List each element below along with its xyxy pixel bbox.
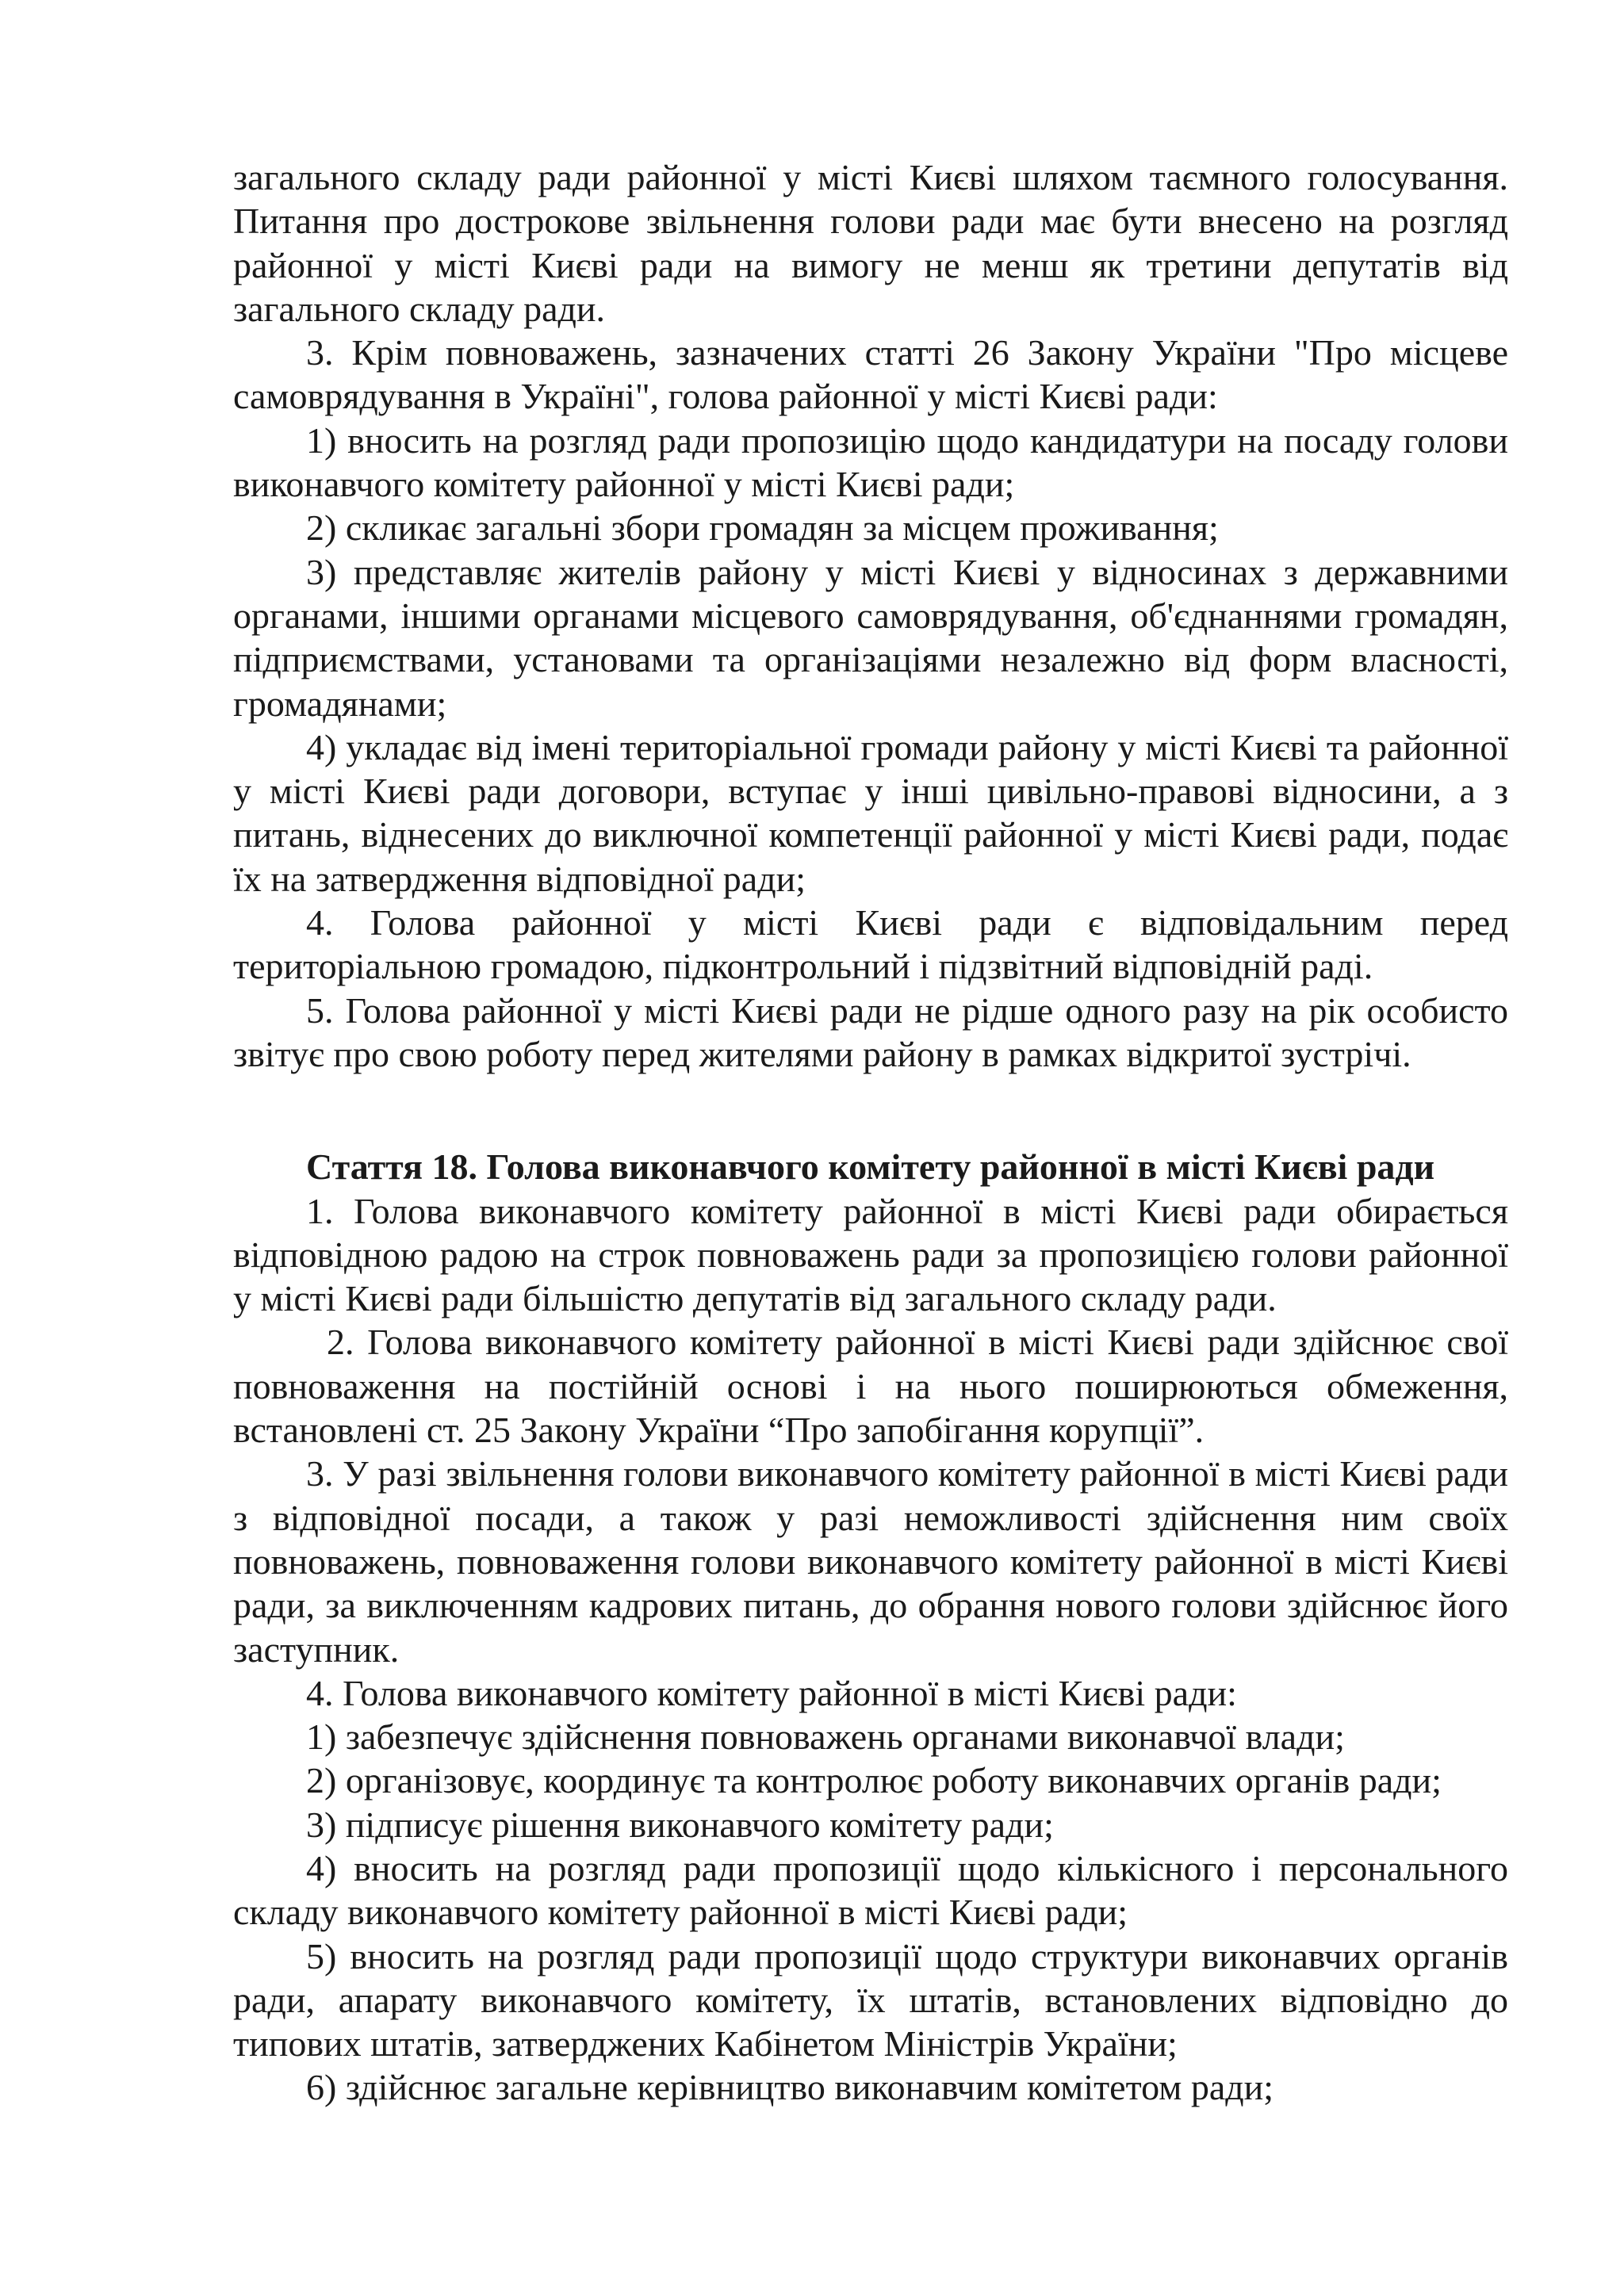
article18-clause4-item-4: 4) вносить на розгляд ради пропозиції щодо кількісного і персонального складу виконавчого комітету районної в місті Києві ради; <box>233 1847 1508 1933</box>
article18-clause4-item-6: 6) здійснює загальне керівництво виконавчим комітетом ради; <box>306 2067 1274 2108</box>
article18-clause1: 1. Голова виконавчого комітету районної в місті Києві ради обирається відповідною радою на строк повноважень ради за пропозицією голови районної у місті Києві ради більшістю депутатів від загального складу ради. <box>233 1190 1508 1319</box>
article17-clause3-item-1: 1) вносить на розгляд ради пропозицію щодо кандидатури на посаду голови виконавчого комітету районної у місті Києві ради; <box>233 419 1508 505</box>
opening-fragment-paragraph: загального складу ради районної у місті Києві шляхом таємного голосування. Питання про дострокове звільнення голови ради має бути внесено на розгляд районної у місті Києві ради на вимогу не менш як третини депутатів від загального складу ради. <box>233 157 1508 329</box>
article18-heading: Стаття 18. Голова виконавчого комітету районної в місті Києві ради <box>306 1146 1435 1188</box>
document-body <box>233 155 1508 2110</box>
article17-clause3-item-2: 2) скликає загальні збори громадян за місцем проживання; <box>306 507 1219 549</box>
article18-clause4-item-2: 2) організовує, координує та контролює роботу виконавчих органів ради; <box>306 1760 1442 1801</box>
article17-clause5: 5. Голова районної у місті Києві ради не рідше одного разу на рік особисто звітує про свою роботу перед жителями району в рамках відкритої зустрічі. <box>233 989 1508 1074</box>
article18-clause2: 2. Голова виконавчого комітету районної в місті Києві ради здійснює свої повноваження на постійній основі і на нього поширюються обмеження, встановлені ст. 25 Закону України “Про запобігання корупції”. <box>233 1322 1508 1451</box>
article17-clause3-intro: 3. Крім повноважень, зазначених статті 26 Закону України "Про місцеве самоврядування в Україні", голова районної у місті Києві ради: <box>233 332 1508 417</box>
article17-clause3-item-4: 4) укладає від імені територіальної громади району у місті Києві та районної у місті Києві ради договори, вступає у інші цивільно-правові відносини, а з питань, віднесених до виключної компетенції районної у місті Києві ради, подає їх на затвердження відповідної ради; <box>233 726 1508 899</box>
article18-clause4-item-1: 1) забезпечує здійснення повноважень органами виконавчої влади; <box>306 1716 1345 1758</box>
article18-clause4-item-3: 3) підписує рішення виконавчого комітету ради; <box>306 1804 1054 1845</box>
article18-clause4-intro: 4. Голова виконавчого комітету районної в місті Києві ради: <box>306 1672 1237 1713</box>
article17-clause3-item-3: 3) представляє жителів району у місті Києві у відносинах з державними органами, іншими органами місцевого самоврядування, об'єднаннями громадян, підприємствами, установами та організаціями незалежно від форм власності, громадянами; <box>233 551 1508 724</box>
article18-clause4-item-5: 5) вносить на розгляд ради пропозиції щодо структури виконавчих органів ради, апарату виконавчого комітету, їх штатів, встановлених відповідно до типових штатів, затверджених Кабінетом Міністрів України; <box>233 1935 1508 2064</box>
article18-clause3: 3. У разі звільнення голови виконавчого комітету районної в місті Києві ради з відповідної посади, а також у разі неможливості здійснення ним своїх повноважень, повноваження голови виконавчого комітету районної в місті Києві ради, за виключенням кадрових питань, до обрання нового голови здійснює його заступник. <box>233 1453 1508 1670</box>
article17-clause4: 4. Голова районної у місті Києві ради є відповідальним перед територіальною громадою, підконтрольний і підзвітний відповідній раді. <box>233 902 1508 987</box>
